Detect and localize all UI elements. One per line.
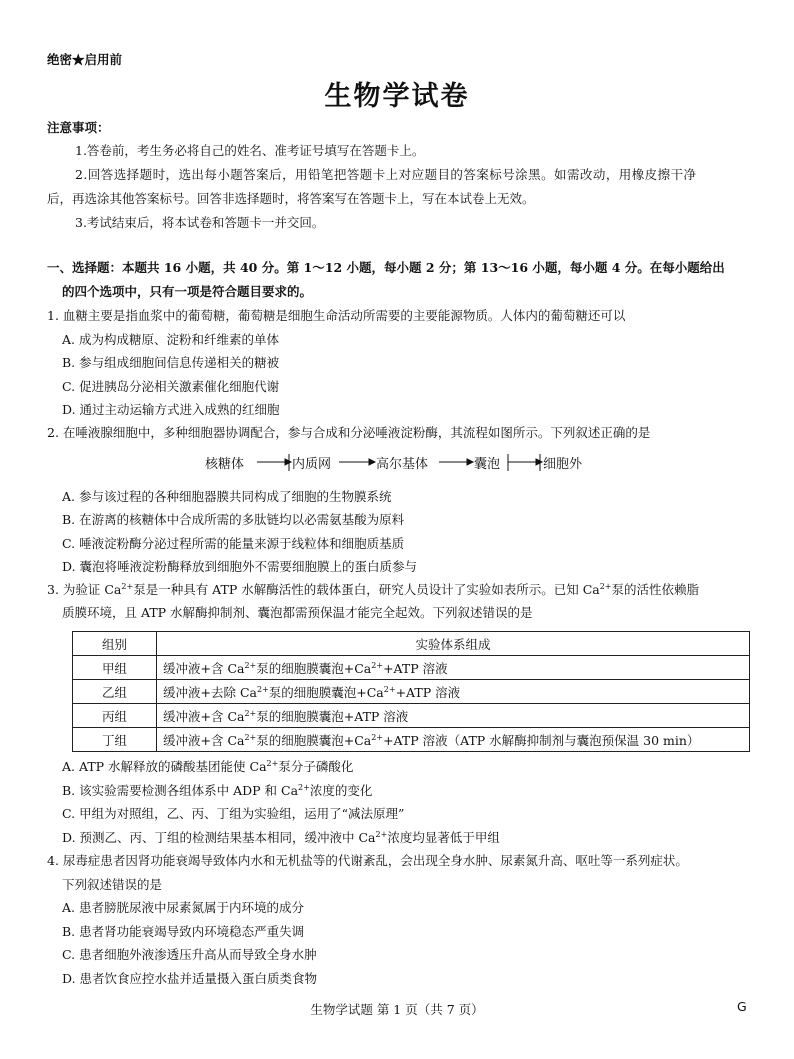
page-title: 生物学试卷	[324, 81, 470, 112]
flow-arrows	[205, 452, 605, 474]
notice-item-2-line-1: 2.回答选择题时，选出每小题答案后，用铅笔把答题卡上对应题目的答案标号涂黑。如需改动，用橡皮擦干净	[75, 167, 697, 182]
table-header-group: 组别	[73, 632, 157, 656]
table-header-row	[73, 632, 750, 656]
q4-option-a: A. 患者膀胱尿液中尿素氮属于内环境的成分	[62, 900, 304, 915]
table-cell-composition: 缓冲液+含 $Ca^{2+}$泵的细胞膜囊泡$+Ca^{2+}+ATP$ 溶液	[157, 656, 750, 680]
paper-version-mark: G	[737, 999, 747, 1014]
notice-item-1: 1.答卷前，考生务必将自己的姓名、准考证号填写在答题卡上。	[75, 143, 425, 158]
flow-arrowhead-3	[467, 459, 473, 465]
q1-option-b: B. 参与组成细胞间信息传递相关的糖被	[62, 355, 280, 370]
table-cell-composition: 缓冲液+去除 $Ca^{2+}$泵的细胞膜囊泡$+Ca^{2+}+ATP$ 溶液	[157, 680, 750, 704]
flow-node-vesicle: 囊泡	[474, 457, 501, 472]
q1-option-a: A. 成为构成糖原、淀粉和纤维素的单体	[62, 332, 279, 347]
q3-stem-text: 3. 为验证 Ca	[47, 582, 122, 597]
flow-node-golgi: 高尔基体	[376, 457, 429, 472]
flow-arrowhead-4	[536, 459, 542, 465]
q3-option-b: B. 该实验需要检测各组体系中 ADP 和 $Ca^{2+}$浓度的变化	[62, 783, 373, 798]
flow-node-extracellular: 细胞外	[543, 457, 583, 472]
q2-stem: 2. 在唾液腺细胞中，多种细胞器协调配合，参与合成和分泌唾液淀粉酶，其流程如图所示。下列叙述正确的是	[47, 425, 651, 440]
table-row	[73, 656, 750, 680]
table-row	[73, 704, 750, 728]
table-cell-group: 丙组	[73, 704, 157, 728]
q2-option-d: D. 囊泡将唾液淀粉酶释放到细胞外不需要细胞膜上的蛋白质参与	[62, 559, 418, 574]
q2-option-a: A. 参与该过程的各种细胞器膜共同构成了细胞的生物膜系统	[62, 489, 392, 504]
q2-option-b: B. 在游离的核糖体中合成所需的多肽链均以必需氨基酸为原料	[62, 512, 405, 527]
q4-option-b: B. 患者肾功能衰竭导致内环境稳态严重失调	[62, 924, 305, 939]
flow-arrowhead-1	[285, 459, 291, 465]
q3-stem-text: 泵的活性依赖脂	[611, 582, 700, 597]
superscript: 2+	[599, 582, 612, 591]
table-cell-group: 乙组	[73, 680, 157, 704]
q1-option-d: D. 通过主动运输方式进入成熟的红细胞	[62, 402, 280, 417]
section-1-heading-line-1: 一、选择题：本题共 16 小题，共 40 分。第 1～12 小题，每小题 2 分；第 13～16 小题，每小题 4 分。在每小题给出	[47, 260, 725, 275]
q3-option-d: D. 预测乙、丙、丁组的检测结果基本相同，缓冲液中 $Ca^{2+}$浓度均显著低于甲组	[62, 830, 500, 845]
q3-option-a: A. ATP 水解释放的磷酸基团能使 $Ca^{2+}$泵分子磷酸化	[62, 759, 354, 774]
q4-stem-line-2: 下列叙述错误的是	[62, 877, 163, 892]
q4-option-d: D. 患者饮食应控水盐并适量摄入蛋白质类食物	[62, 971, 318, 986]
table-cell-group: 甲组	[73, 656, 157, 680]
page-footer: 生物学试题 第 1 页（共 7 页）	[310, 1002, 484, 1017]
table-cell-group: 丁组	[73, 728, 157, 752]
q2-option-c: C. 唾液淀粉酶分泌过程所需的能量来源于线粒体和细胞质基质	[62, 536, 405, 551]
flow-arrowhead-2	[369, 459, 375, 465]
q1-option-c: C. 促进胰岛分泌相关激素催化细胞代谢	[62, 379, 280, 394]
flow-node-ribosome: 核糖体	[205, 457, 245, 472]
table-cell-composition: 缓冲液+含 $Ca^{2+}$泵的细胞膜囊泡$+Ca^{2+}+ATP$ 溶液（ATP 水解酶抑制剂与囊泡预保温 30 min）	[157, 728, 750, 752]
q4-option-c: C. 患者细胞外液渗透压升高从而导致全身水肿	[62, 947, 317, 962]
q3-stem-line-1	[47, 580, 699, 598]
notice-item-3: 3.考试结束后，将本试卷和答题卡一并交回。	[75, 215, 325, 230]
table-header-composition: 实验体系组成	[157, 632, 750, 656]
notice-item-2-line-2: 后，再选涂其他答案标号。回答非选择题时，将答案写在答题卡上，写在本试卷上无效。	[47, 191, 535, 206]
q4-stem-line-1: 4. 尿毒症患者因肾功能衰竭导致体内水和无机盐等的代谢紊乱，会出现全身水肿、尿素氮升高、呕吐等一系列症状。	[47, 853, 688, 868]
table-cell-composition: 缓冲液+含 $Ca^{2+}$泵的细胞膜囊泡+ATP 溶液	[157, 704, 750, 728]
table-row	[73, 728, 750, 752]
section-1-heading-line-2: 的四个选项中，只有一项是符合题目要求的。	[62, 284, 313, 299]
flow-node-er: 内质网	[292, 457, 332, 472]
superscript: 2+	[121, 582, 134, 591]
notice-heading: 注意事项：	[47, 120, 110, 135]
q3-stem-line-2: 质膜环境，且 ATP 水解酶抑制剂、囊泡都需预保温才能完全起效。下列叙述错误的是	[62, 605, 533, 620]
q3-stem-text: 泵是一种具有 ATP 水解酶活性的载体蛋白，研究人员设计了实验如表所示。已知 Ca	[133, 582, 600, 597]
q1-stem: 1. 血糖主要是指血浆中的葡萄糖，葡萄糖是细胞生命活动所需要的主要能源物质。人体内的葡萄糖还可以	[47, 308, 626, 323]
experiment-table	[72, 631, 750, 752]
confidential-mark: 绝密★启用前	[47, 52, 123, 67]
table-row	[73, 680, 750, 704]
q3-option-c: C. 甲组为对照组，乙、丙、丁组为实验组，运用了“减法原理”	[62, 806, 405, 821]
